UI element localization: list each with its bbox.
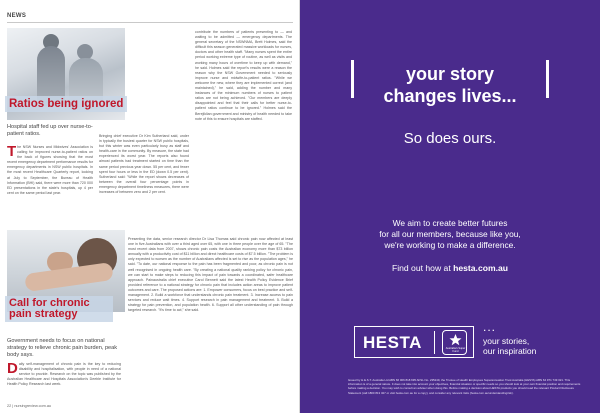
super-fund-seal-icon [442, 330, 467, 355]
logo-divider [434, 331, 435, 354]
page-footer: 22 | nursingreview.com.au [7, 404, 52, 408]
seal-label: Australia's Super Fund [445, 347, 466, 353]
section-divider [7, 22, 293, 23]
legal-disclaimer: Issued by H.E.S.T. Australia Ltd ABN 66 006 818 695 AFSL No. 235249, the Trustee of Health Employees Superannuation Trust Australia (HESTA) ABN 64 971 749 321. This information is of a general nature. It does not take into account your objectives, financial situation or specific needs so you should look at your own financial position and requirements before making a decision. You may wish to consult an adviser when doing this. Before making a decision about HESTA products you should read the relevant Product Disclosure Statement (call 1800 813 327 or visit hesta.com.au for a copy), and consider any relevant risks (hesta.com.au/understandingrisk). [348, 378, 581, 395]
article1-column-1 [7, 145, 93, 223]
article1-column-3: contribute the numbers of patients presenting to — and waiting to be admitted — emergency departments. The general secretary of the NSWNMA, Brett Holmes, said the difficult this season generated massive workloads for nurses, doctors and other health staff. "Many nurses spent the entire period working extreme type of routine, as well as visits and working many hours of overtime to keep up with demand," he said. Holmes said the report's results were a reason the reason why the NSW Government needed to seriously improve nurse and midwife-to-patient ratios. "While we welcome the new, where they are implemented correct (and maintained)," he said, adding the number and many instances of the minimum numbers of nurses to patient ratios are not being achieved. "Our members are deeply disappointed and feel that their calls for better nurse-to-patient ratios continue to be ignored." Holmes said the Berejiklian government and ministry of health needed to take note of this to ensure hospitals are staffed. [195, 30, 292, 121]
article2-column-1-text: aily self-management of chronic pain is the key to reducing disability and hospitalisation, with people in need of a national service to provide. Research on the topic was published by the Australian Healthcare and Hospitals Association's Deeble Institute for Health Policy Research last week. [7, 362, 121, 387]
article1-column-1-text: he NSW Nurses and Midwives' Association is calling for improved nurse-to-patient ratios on the back of figures showing that the most recent emergency department performance results for emergency departments in NSW public hospitals. In the most recent Healthcare Quarterly report, looking at July to September, the Bureau of Health Information (BHI) said, there were more than 720 000 ED presentations in the state's hospitals, up 4 per cent on the same period last year. [7, 145, 93, 195]
article1-subhead: Hospital staff fed up over nurse-to-patient ratios. [7, 124, 93, 137]
brand-slogan [483, 336, 536, 356]
article1-heading-box [5, 96, 127, 112]
article2-heading-box [5, 296, 113, 322]
ad-cta-prefix: Find out how at [391, 263, 454, 273]
ad-headline-line-1: your story [405, 64, 495, 84]
slogan-ellipsis: ... [483, 320, 497, 334]
ad-website-link[interactable]: hesta.com.au [453, 263, 509, 273]
hesta-advertisement [300, 0, 600, 413]
article1-heading: Ratios being ignored [9, 98, 124, 110]
hesta-logo-text: HESTA [363, 333, 422, 352]
article2-column-1 [7, 362, 121, 402]
article1-column-2: Bringing chief executive Dr Kim Sutherland said, under in typically the busiest quarter for NSW public hospitals, but this winter was even particularly busy as staff and health-care in the community. By measure, the state had experienced its worst year. The reports also found almost patients had treatment started on time than the same period previous year down. 55 per cent, and fewer spent four hours or less in the ED (down 0.5 per cent). Sutherland said: "While the report shows decreases of between the overall four percentage points in emergency department timeliness measures, there were increases of between zero and 2 per cent. [99, 134, 189, 195]
brand-slogan-line-2: our inspiration [483, 346, 537, 357]
dropcap: T [7, 145, 17, 160]
ad-body-line-1: We aim to create better futures [392, 218, 508, 228]
ad-headline-line-2: changes lives... [383, 86, 517, 106]
article2-heading: Call for chronic pain strategy [9, 297, 90, 321]
section-label: NEWS [7, 13, 27, 19]
hesta-logo [354, 326, 474, 358]
seal-star-icon [443, 331, 468, 348]
ad-tagline: So does ours. [403, 130, 497, 147]
brand-slogan-line-1: your stories, [483, 336, 530, 346]
article2-column-2: Presenting the data, senior research director Dr Lisa Thomas said chronic pain now affected at least one in five Australians with over a third aged over 65, with one in three people over the age of 65. "The most recent data from 2007, shows chronic pain costs the Australian economy more than $73 billion annually with a productivity cost of $11 billion and direct healthcare costs of $7.5 billion. "The problem is only expected to worsen as the number of Australians affected is set to rise as the population ages," he said. "To date, our national response to the pain has been fragmented and poor, as chronic pain is not well recognised in ongoing health care. "By creating a national quality ranking policy for chronic pain, we can start to make steps to reducing this impact of pain towards a coordinated, safer healthcare approach. Painaustralia chief executive Carol Bennett said the latest Health Policy Evidence Brief provided reference to a national strategy for chronic pain that includes action areas to improve patient outcomes and care. The proposed actions are: 1. Empower consumers, focus on best practice and self-management. 2. Build a workforce that understands chronic pain treatment. 3. Increase access to pain services and reduce wait times. 4. Support research in pain management and treatment. 5. Build a strategy for pain prevention, and population health. 6. Support all other understanding of pain through targeted research. "It's time to act," she said. [128, 237, 293, 313]
ad-body-line-2: for all our members, because like you, [379, 229, 521, 239]
ad-call-to-action [300, 263, 600, 273]
ad-body-line-3: we're working to make a difference. [384, 240, 516, 250]
dropcap: D [7, 362, 18, 377]
article2-subhead: Government needs to focus on national strategy to relieve chronic pain burden, peak body says. [7, 338, 118, 358]
